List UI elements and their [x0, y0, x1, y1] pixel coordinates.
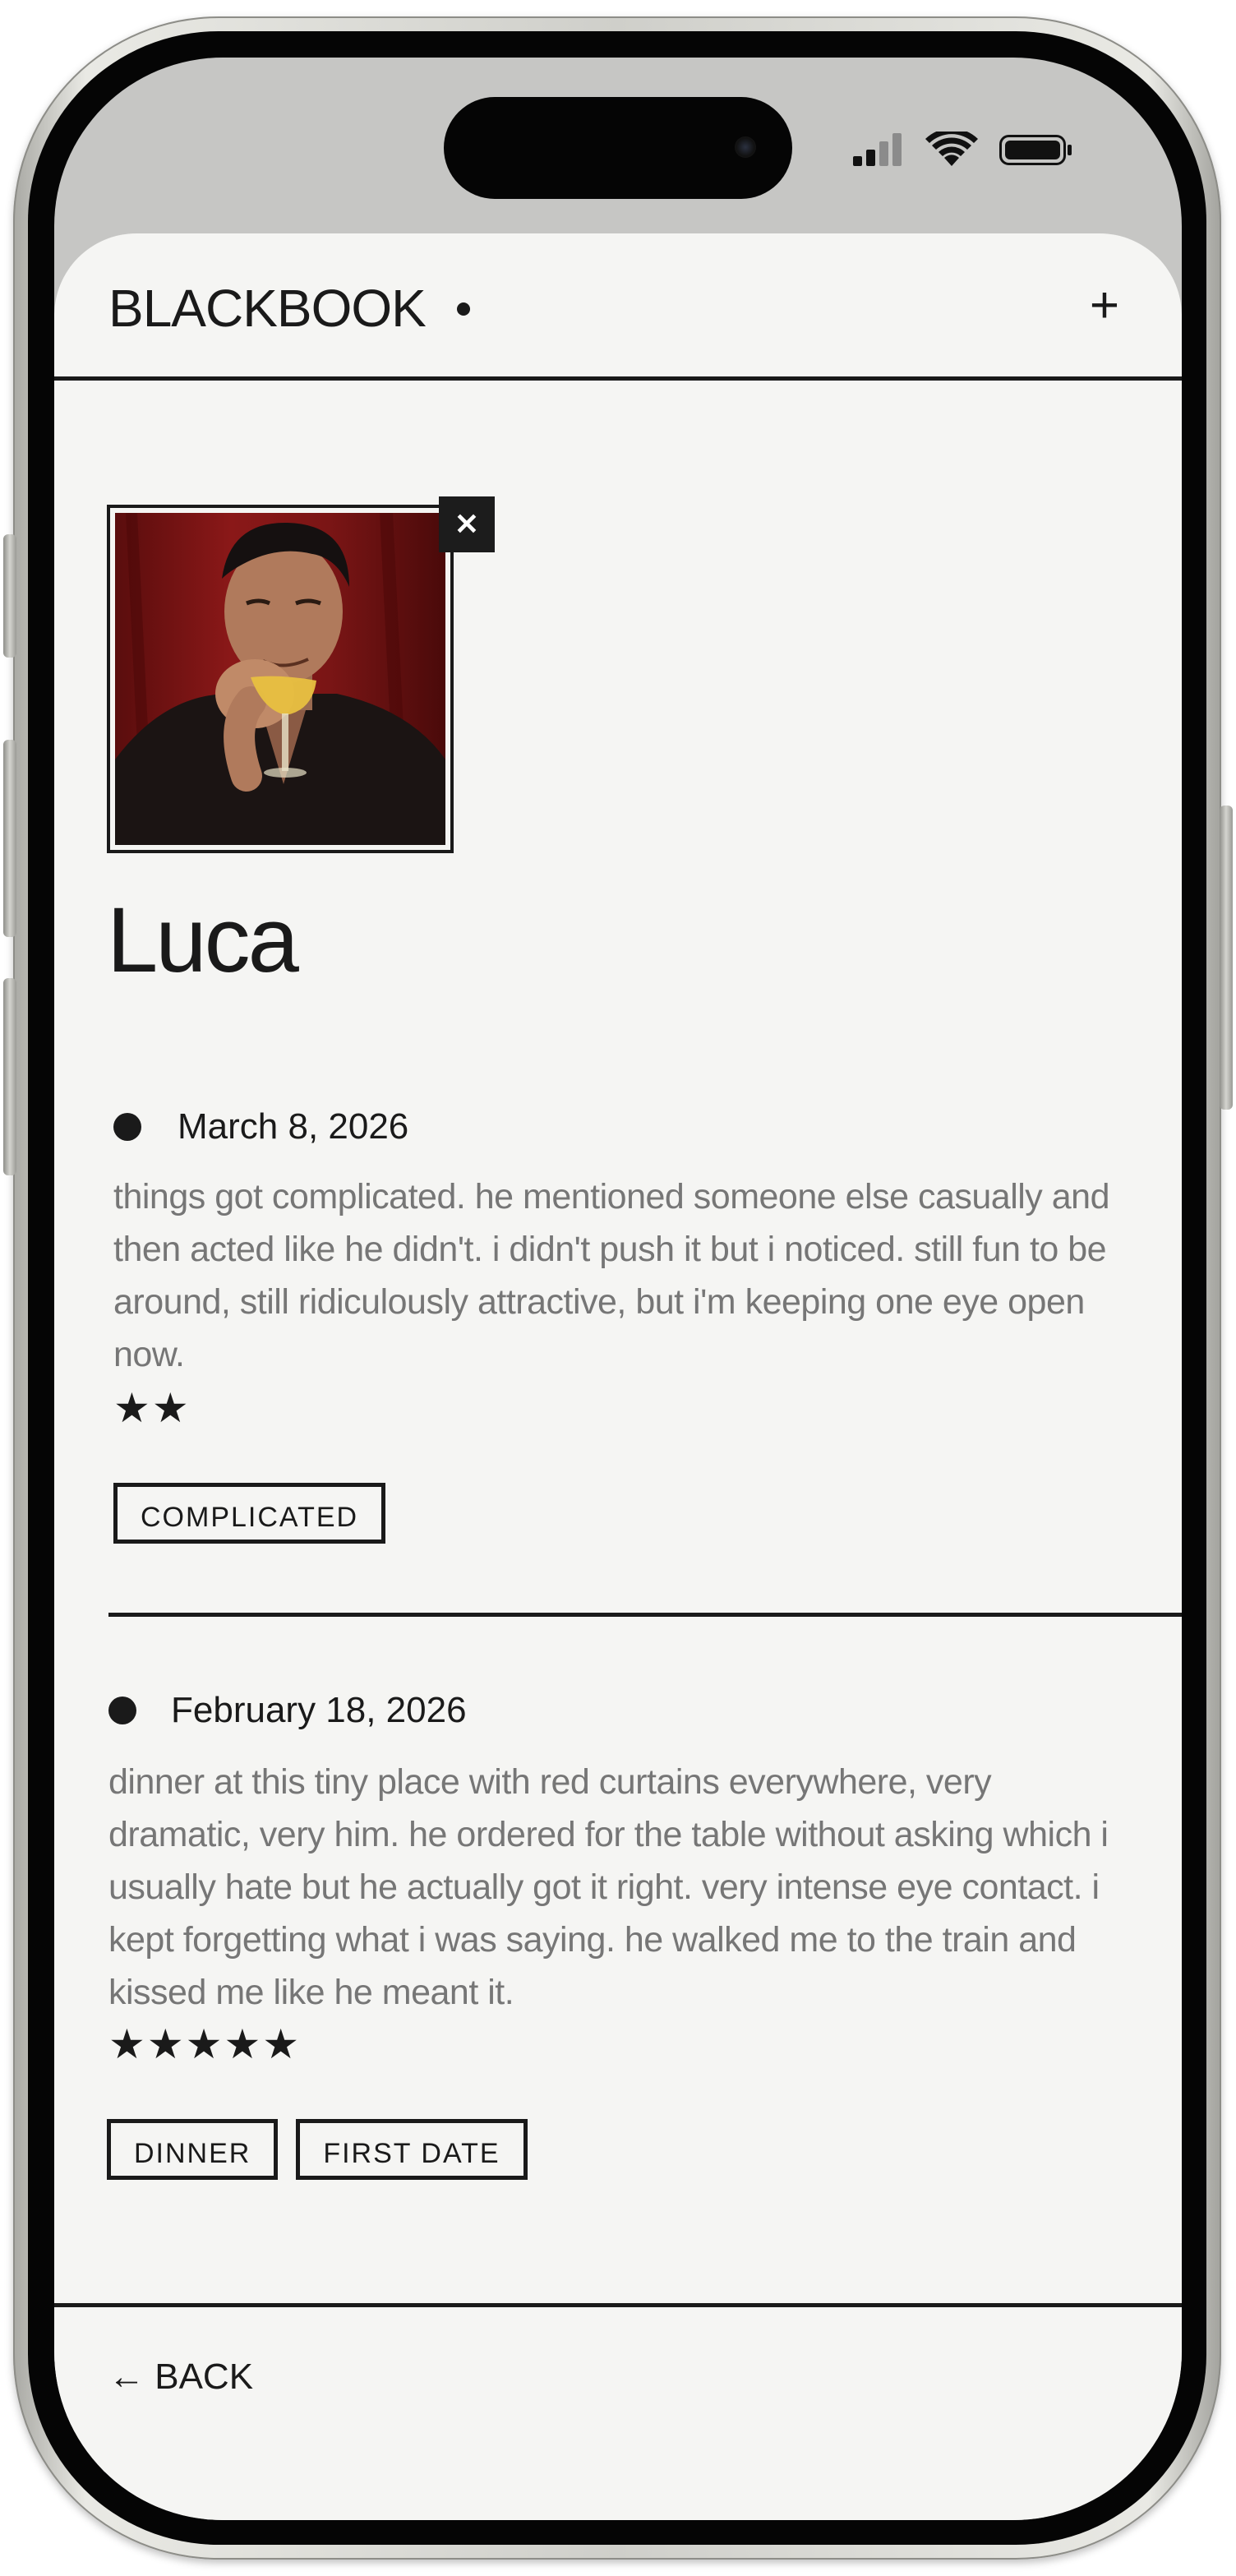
profile-photo[interactable]: [115, 513, 445, 845]
tag-chip[interactable]: DINNER: [107, 2119, 278, 2180]
footer-bar: [54, 2303, 1182, 2520]
app-header: [54, 233, 1182, 381]
tag-chip[interactable]: FIRST DATE: [296, 2119, 527, 2180]
screen: [54, 58, 1182, 2520]
cellular-signal-icon: [853, 133, 902, 166]
entry-divider: [108, 1613, 1182, 1617]
profile-name: Luca: [107, 889, 297, 991]
volume-up-button: [3, 740, 16, 937]
app-sheet: [54, 233, 1182, 2520]
entry-date: February 18, 2026: [171, 1690, 467, 1730]
volume-down-button: [3, 978, 16, 1175]
back-button[interactable]: ← BACK: [108, 2357, 254, 2397]
entry-date: March 8, 2026: [178, 1106, 409, 1147]
brand-dot-icon: [457, 302, 470, 316]
profile-photo-frame: [107, 505, 454, 853]
profile-photo-illustration: [115, 513, 445, 845]
entry-rating: ★★★★★: [108, 2021, 302, 2067]
entry-tags: [107, 2119, 528, 2180]
entry-text: things got complicated. he mentioned someone else casually and then acted like he didn't. i didn't push it but i noticed. still fun to be around, still ridiculously attractive, but i'm keeping one eye open now.: [113, 1177, 1109, 1374]
status-icons: [853, 132, 1075, 168]
entry-rating: ★★: [113, 1385, 191, 1431]
entry-bullet-icon: [113, 1113, 141, 1141]
front-camera-icon: [735, 136, 756, 158]
entry-bullet-icon: [108, 1697, 136, 1724]
remove-photo-button[interactable]: ✕: [439, 496, 495, 552]
tag-chip[interactable]: COMPLICATED: [113, 1483, 385, 1544]
power-button: [1220, 806, 1233, 1110]
battery-icon: [1001, 136, 1072, 164]
entry-tags: [113, 1483, 385, 1544]
entry-text: dinner at this tiny place with red curtains everywhere, very dramatic, very him. he ordered for the table without asking which i usually hate but he actually got it right. very intense eye contact. i kept forgetting what i was saying. he walked me to the train and kissed me like he meant it.: [108, 1762, 1109, 2012]
dynamic-island: [444, 97, 792, 199]
action-button: [3, 534, 16, 658]
wifi-icon: [925, 132, 978, 166]
add-entry-button[interactable]: +: [1089, 277, 1120, 334]
app-title: BLACKBOOK: [108, 279, 426, 338]
